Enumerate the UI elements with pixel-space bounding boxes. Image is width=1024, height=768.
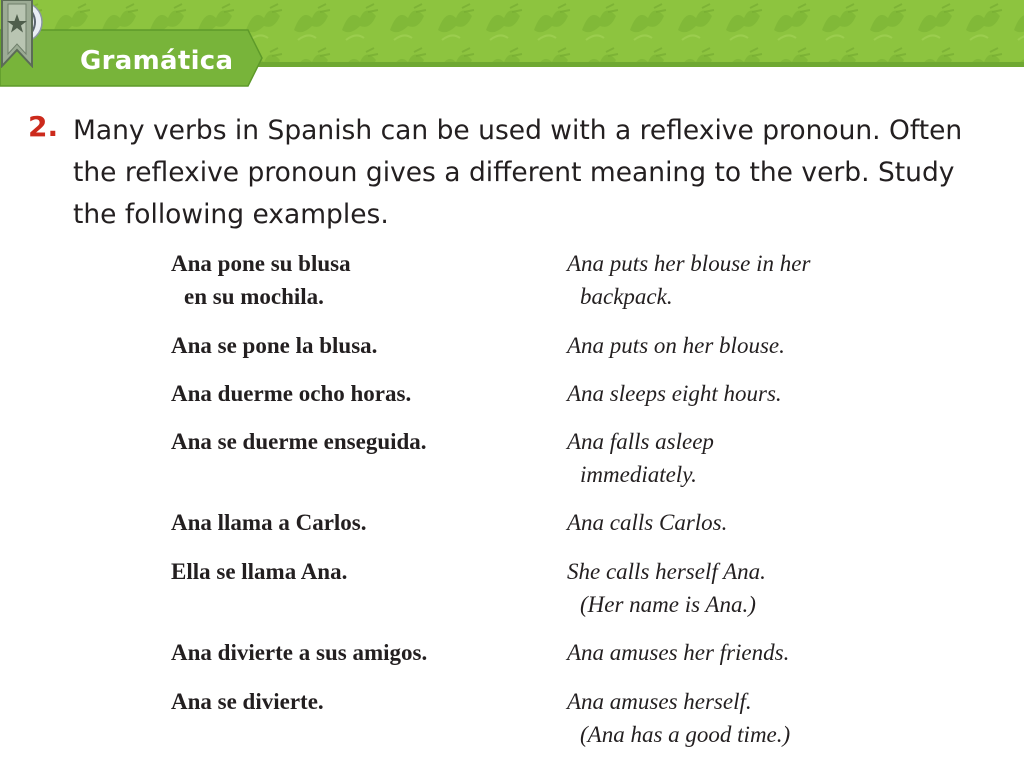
- spanish-sentence: [171, 555, 551, 588]
- english-line: Ana puts her blouse in her: [567, 251, 811, 276]
- english-translation: [567, 636, 1007, 669]
- spanish-line: Ella se llama Ana.: [171, 559, 348, 584]
- spanish-line: en su mochila.: [184, 284, 324, 309]
- english-line: Ana sleeps eight hours.: [567, 381, 782, 406]
- exercise-number: 2.: [28, 110, 59, 143]
- intro-line: the following examples.: [73, 199, 389, 230]
- english-line: Ana puts on her blouse.: [567, 333, 785, 358]
- english-line: (Ana has a good time.): [580, 722, 791, 747]
- english-line: She calls herself Ana.: [567, 559, 766, 584]
- spanish-line: Ana se divierte.: [171, 689, 324, 714]
- spanish-line: Ana divierte a sus amigos.: [171, 640, 428, 665]
- spanish-sentence: [171, 685, 551, 718]
- english-line: Ana amuses her friends.: [567, 640, 790, 665]
- spanish-line: Ana se duerme enseguida.: [171, 429, 427, 454]
- english-line: (Her name is Ana.): [580, 592, 756, 617]
- spanish-sentence: [171, 506, 551, 539]
- english-line: Ana calls Carlos.: [567, 510, 728, 535]
- spanish-sentence: [171, 329, 551, 362]
- section-title: Gramática: [80, 46, 234, 76]
- english-line: Ana amuses herself.: [567, 689, 752, 714]
- spanish-line: Ana llama a Carlos.: [171, 510, 367, 535]
- english-translation: [567, 377, 1007, 410]
- intro-line: Many verbs in Spanish can be used with a reflexive pronoun. Often: [73, 115, 963, 146]
- spanish-sentence: [171, 425, 551, 458]
- spanish-line: Ana pone su blusa: [171, 251, 351, 276]
- english-translation: [567, 685, 1007, 751]
- spanish-line: Ana se pone la blusa.: [171, 333, 378, 358]
- english-translation: [567, 247, 1007, 313]
- english-translation: [567, 555, 1007, 621]
- spanish-sentence: [171, 247, 551, 313]
- english-line: Ana falls asleep: [567, 429, 714, 454]
- english-translation: [567, 425, 1007, 491]
- english-translation: [567, 506, 1007, 539]
- intro-line: the reflexive pronoun gives a different meaning to the verb. Study: [73, 157, 955, 188]
- english-line: backpack.: [580, 284, 673, 309]
- english-line: immediately.: [580, 462, 697, 487]
- english-translation: [567, 329, 1007, 362]
- spanish-sentence: [171, 377, 551, 410]
- spanish-line: Ana duerme ocho horas.: [171, 381, 412, 406]
- spanish-sentence: [171, 636, 551, 669]
